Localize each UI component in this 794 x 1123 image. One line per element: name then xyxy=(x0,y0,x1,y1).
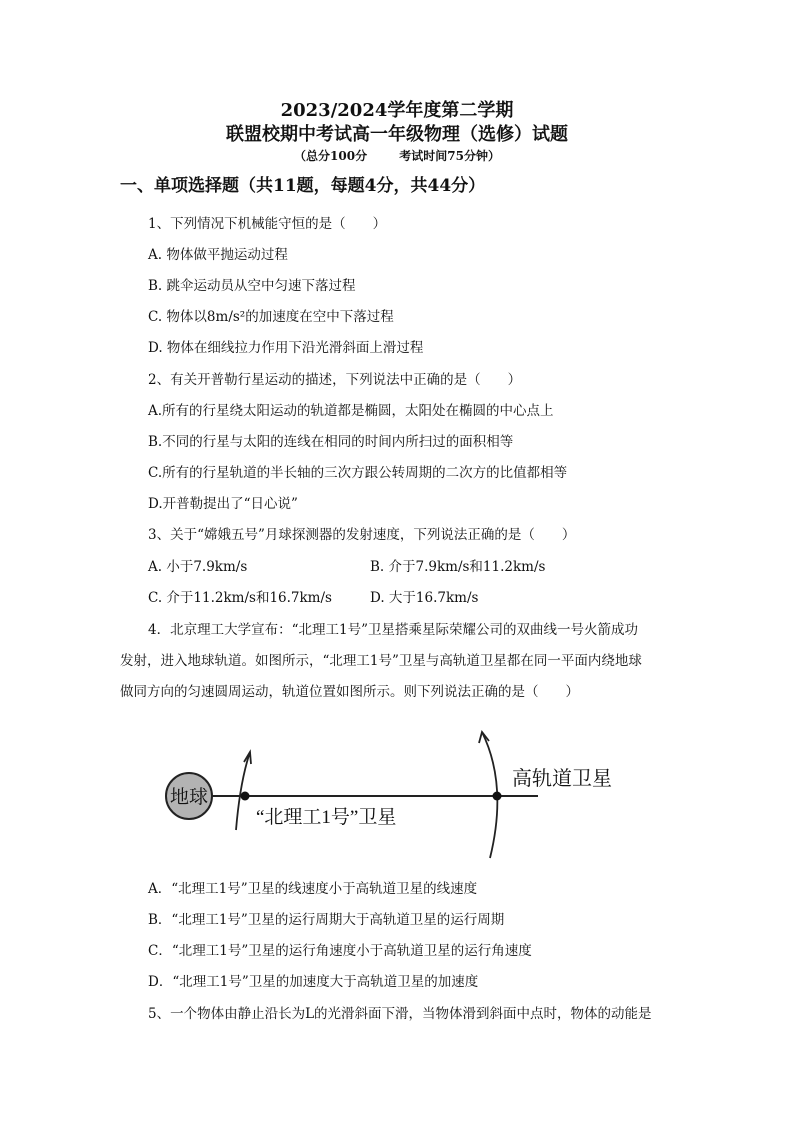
section-heading: 一、单项选择题（共11题，每题4分，共44分） xyxy=(120,176,486,196)
q1-option-c: C. 物体以8m/s²的加速度在空中下落过程 xyxy=(148,309,394,325)
q4-stem-line2: 发射，进入地球轨道。如图所示，“北理工1号”卫星与高轨道卫星都在同一平面内绕地球 xyxy=(120,653,642,669)
q4-stem-line3: 做同方向的匀速圆周运动，轨道位置如图所示。则下列说法正确的是（ ） xyxy=(120,684,579,700)
q4-option-b: B．“北理工1号”卫星的运行周期大于高轨道卫星的运行周期 xyxy=(148,912,505,928)
q4-option-c: C．“北理工1号”卫星的运行角速度小于高轨道卫星的运行角速度 xyxy=(148,943,532,959)
q4-option-a: A．“北理工1号”卫星的线速度小于高轨道卫星的线速度 xyxy=(148,881,478,897)
q3-option-c: C. 介于11.2km/s和16.7km/s xyxy=(148,590,332,606)
q2-option-a: A.所有的行星绕太阳运动的轨道都是椭圆，太阳处在椭圆的中心点上 xyxy=(148,403,554,419)
q4-option-d: D．“北理工1号”卫星的加速度大于高轨道卫星的加速度 xyxy=(148,974,479,990)
q5-stem-line1: 5、一个物体由静止沿长为L的光滑斜面下滑，当物体滑到斜面中点时，物体的动能是 xyxy=(148,1006,652,1022)
satellite1-dot xyxy=(241,792,250,801)
q2-option-c: C.所有的行星轨道的半长轴的三次方跟公转周期的二次方的比值都相等 xyxy=(148,465,568,481)
q3-option-b: B. 介于7.9km/s和11.2km/s xyxy=(370,559,546,575)
satellite2-label: 高轨道卫星 xyxy=(512,768,612,790)
q4-stem-line1: 4．北京理工大学宣布：“北理工1号”卫星搭乘星际荣耀公司的双曲线一号火箭成功 xyxy=(148,622,638,638)
q2-option-b: B.不同的行星与太阳的连线在相同的时间内所扫过的面积相等 xyxy=(148,434,514,450)
exam-info xyxy=(0,147,794,164)
exam-subject-title: 联盟校期中考试高一年级物理（选修）试题 xyxy=(226,124,568,145)
q3-option-a: A. 小于7.9km/s xyxy=(148,559,248,575)
q1-option-a: A. 物体做平抛运动过程 xyxy=(148,247,288,263)
q1-stem: 1、下列情况下机械能守恒的是（ ） xyxy=(148,216,387,232)
q1-option-b: B. 跳伞运动员从空中匀速下落过程 xyxy=(148,278,356,294)
satellite1-label: “北理工1号”卫星 xyxy=(256,807,397,828)
exam-time: 考试时间75分钟） xyxy=(399,149,500,163)
orbit-diagram xyxy=(148,710,645,860)
total-score: （总分100分 xyxy=(294,149,368,163)
earth-label: 地球 xyxy=(169,787,209,808)
q3-stem: 3、关于“嫦娥五号”月球探测器的发射速度，下列说法正确的是（ ） xyxy=(148,527,576,543)
q1-option-d: D. 物体在细线拉力作用下沿光滑斜面上滑过程 xyxy=(148,340,424,356)
q3-option-d: D. 大于16.7km/s xyxy=(370,590,479,606)
q2-option-d: D.开普勒提出了“日心说” xyxy=(148,496,298,512)
satellite2-dot xyxy=(493,792,502,801)
q2-stem: 2、有关开普勒行星运动的描述，下列说法中正确的是（ ） xyxy=(148,372,522,388)
exam-year-title: 2023/2024学年度第二学期 xyxy=(280,100,514,121)
